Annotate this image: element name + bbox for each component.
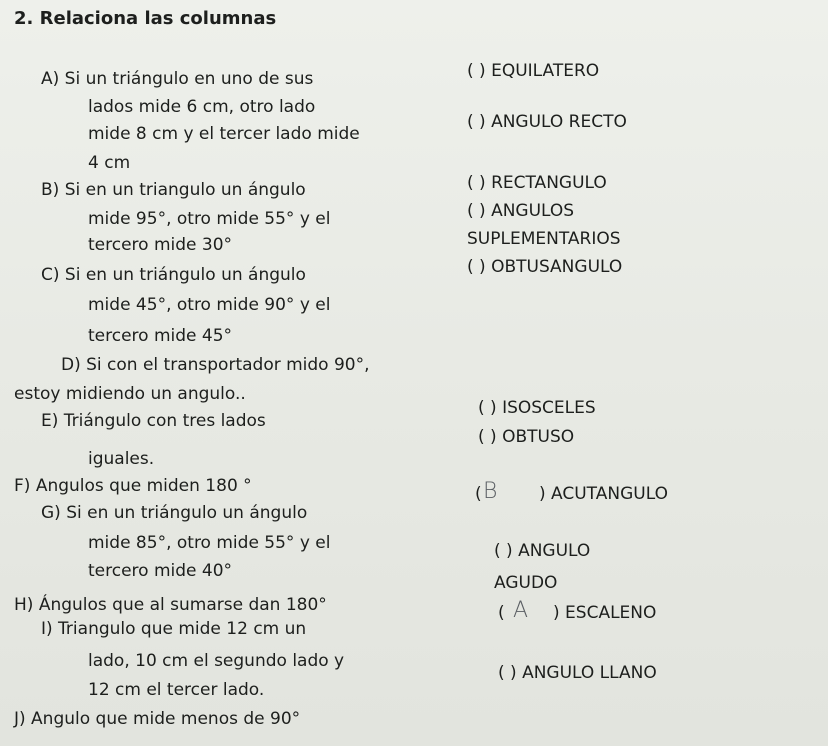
item-g-line2: mide 85°, otro mide 55° y el <box>88 533 331 553</box>
handwritten-answer-a: A <box>513 598 528 623</box>
item-e-line2: iguales. <box>88 449 155 469</box>
item-b-line1: B) Si en un triangulo un ángulo <box>41 180 306 200</box>
item-a-line3: mide 8 cm y el tercer lado mide <box>88 124 360 144</box>
answer-angulo: ( ) ANGULO <box>494 541 591 561</box>
answer-obtusangulo: ( ) OBTUSANGULO <box>467 257 623 277</box>
item-c-line1: C) Si en un triángulo un ángulo <box>41 265 306 285</box>
answer-escaleno-open: ( <box>498 603 505 623</box>
answer-acutangulo: ) ACUTANGULO <box>539 484 668 504</box>
item-f-line1: F) Angulos que miden 180 ° <box>14 476 252 496</box>
answer-acutangulo-open: ( <box>475 484 482 504</box>
answer-angulo-recto: ( ) ANGULO RECTO <box>467 112 627 132</box>
handwritten-answer-b: B <box>483 479 497 504</box>
answer-obtuso: ( ) OBTUSO <box>478 427 575 447</box>
answer-angulo-llano: ( ) ANGULO LLANO <box>498 663 657 683</box>
item-a-line2: lados mide 6 cm, otro lado <box>88 97 316 117</box>
answer-suplementarios: SUPLEMENTARIOS <box>467 229 621 249</box>
answer-equilatero: ( ) EQUILATERO <box>467 61 600 81</box>
item-e-line1: E) Triángulo con tres lados <box>41 411 266 431</box>
item-c-line3: tercero mide 45° <box>88 326 233 346</box>
answer-rectangulo: ( ) RECTANGULO <box>467 173 607 193</box>
item-g-line3: tercero mide 40° <box>88 561 233 581</box>
answer-escaleno: ) ESCALENO <box>553 603 657 623</box>
item-h-line1: H) Ángulos que al sumarse dan 180° <box>14 595 327 615</box>
answer-isosceles: ( ) ISOSCELES <box>478 398 596 418</box>
item-a-line1: A) Si un triángulo en uno de sus <box>41 69 314 89</box>
item-i-line1: I) Triangulo que mide 12 cm un <box>41 619 307 639</box>
item-i-line3: 12 cm el tercer lado. <box>88 680 265 700</box>
item-i-line2: lado, 10 cm el segundo lado y <box>88 651 345 671</box>
item-c-line2: mide 45°, otro mide 90° y el <box>88 295 331 315</box>
exercise-title: 2. Relaciona las columnas <box>14 8 277 29</box>
item-g-line1: G) Si en un triángulo un ángulo <box>41 503 308 523</box>
item-a-line4: 4 cm <box>88 153 131 173</box>
item-d-line1: D) Si con el transportador mido 90°, <box>61 355 370 375</box>
item-b-line2: mide 95°, otro mide 55° y el <box>88 209 331 229</box>
item-b-line3: tercero mide 30° <box>88 235 233 255</box>
answer-agudo: AGUDO <box>494 573 558 593</box>
item-j-line1: J) Angulo que mide menos de 90° <box>14 709 301 729</box>
answer-angulos: ( ) ANGULOS <box>467 201 575 221</box>
item-d-line2: estoy midiendo un angulo.. <box>14 384 246 404</box>
